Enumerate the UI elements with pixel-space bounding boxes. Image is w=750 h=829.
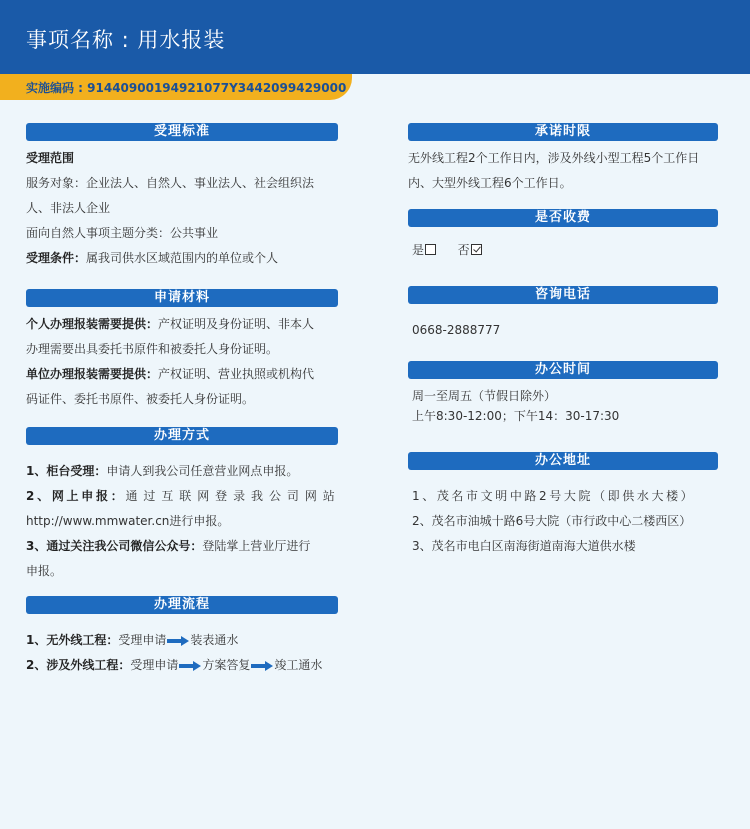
section-criteria xyxy=(26,123,338,271)
process-step: 装表通水 xyxy=(190,633,239,647)
unit-text-2: 码证件、委托书原件、被委托人身份证明。 xyxy=(26,392,255,406)
section-title-promise: 承诺时限 xyxy=(408,123,718,141)
method-3-text-2: 申报。 xyxy=(26,564,63,578)
method-1-text: 申请人到我公司任意营业网点申报。 xyxy=(106,464,299,478)
personal-label: 个人办理报装需要提供： xyxy=(26,317,159,331)
section-methods xyxy=(26,427,338,584)
unit-label: 单位办理报装需要提供： xyxy=(26,367,159,381)
section-fee xyxy=(408,209,718,263)
personal-text-2: 办理需要出具委托书原件和被委托人身份证明。 xyxy=(26,342,279,356)
arrow-right-icon xyxy=(251,661,273,671)
section-address xyxy=(408,452,718,559)
website-link[interactable]: http://www.mmwater.cn进行申报。 xyxy=(26,514,230,528)
section-title-fee: 是否收费 xyxy=(408,209,718,227)
method-1-label: 1、柜台受理： xyxy=(26,464,107,478)
condition-text: 属我司供水区域范围内的单位或个人 xyxy=(86,251,279,265)
promise-line-1: 无外线工程2个工作日内，涉及外线小型工程5个工作日 xyxy=(408,151,700,165)
method-3-label: 3、通过关注我公司微信公众号： xyxy=(26,539,203,553)
hours-line-1: 周一至周五（节假日除外） xyxy=(412,389,557,403)
page-title: 事项名称 : 用水报装 xyxy=(26,28,226,52)
fee-no-checkbox[interactable] xyxy=(471,244,482,255)
phone-number: 0668-2888777 xyxy=(412,323,501,337)
section-process xyxy=(26,596,338,678)
section-title-process: 办理流程 xyxy=(26,596,338,614)
criteria-line-3: 面向自然人事项主题分类：公共事业 xyxy=(26,226,219,240)
section-title-methods: 办理方式 xyxy=(26,427,338,445)
arrow-right-icon xyxy=(179,661,201,671)
code-bar xyxy=(0,74,352,100)
promise-line-2: 内、大型外线工程6个工作日。 xyxy=(408,176,572,190)
section-phone xyxy=(408,286,718,343)
method-2-label: 2、网上申报： xyxy=(26,489,126,503)
personal-text: 产权证明及身份证明、非本人 xyxy=(158,317,315,331)
unit-text: 产权证明、营业执照或机构代 xyxy=(158,367,315,381)
fee-yes-label: 是 xyxy=(412,243,425,257)
section-title-address: 办公地址 xyxy=(408,452,718,470)
hours-line-2: 上午8:30-12:00；下午14：30-17:30 xyxy=(412,409,620,423)
section-materials xyxy=(26,289,338,412)
scope-heading: 受理范围 xyxy=(26,151,75,165)
condition-label: 受理条件： xyxy=(26,251,87,265)
process-step: 方案答复 xyxy=(202,658,251,672)
implementation-code: 实施编码 : 9144090019492107​7Y3442099429000 xyxy=(26,81,347,95)
process-step: 受理申请 xyxy=(118,633,167,647)
section-title-phone: 咨询电话 xyxy=(408,286,718,304)
address-2: 2、茂名市油城十路6号大院（市行政中心二楼西区） xyxy=(412,514,692,528)
arrow-right-icon xyxy=(167,636,189,646)
process-step: 受理申请 xyxy=(130,658,179,672)
criteria-line-1: 服务对象：企业法人、自然人、事业法人、社会组织法 xyxy=(26,176,315,190)
section-title-materials: 申请材料 xyxy=(26,289,338,307)
fee-no-label: 否 xyxy=(457,243,470,257)
section-title-criteria: 受理标准 xyxy=(26,123,338,141)
method-3-text: 登陆掌上营业厅进行 xyxy=(202,539,311,553)
process-1-label: 1、无外线工程： xyxy=(26,633,119,647)
method-2-text: 通过互联网登录我公司网站 xyxy=(125,489,338,503)
address-3: 3、茂名市电白区南海街道南海大道供水楼 xyxy=(412,539,636,553)
process-2-label: 2、涉及外线工程： xyxy=(26,658,131,672)
section-title-hours: 办公时间 xyxy=(408,361,718,379)
process-step: 竣工通水 xyxy=(274,658,323,672)
fee-yes-checkbox[interactable] xyxy=(425,244,436,255)
address-1: 1、茂名市文明中路2号大院（即供水大楼） xyxy=(412,489,696,503)
criteria-line-2: 人、非法人企业 xyxy=(26,201,111,215)
section-promise xyxy=(408,123,718,196)
header-banner xyxy=(0,0,750,74)
section-hours xyxy=(408,361,718,426)
